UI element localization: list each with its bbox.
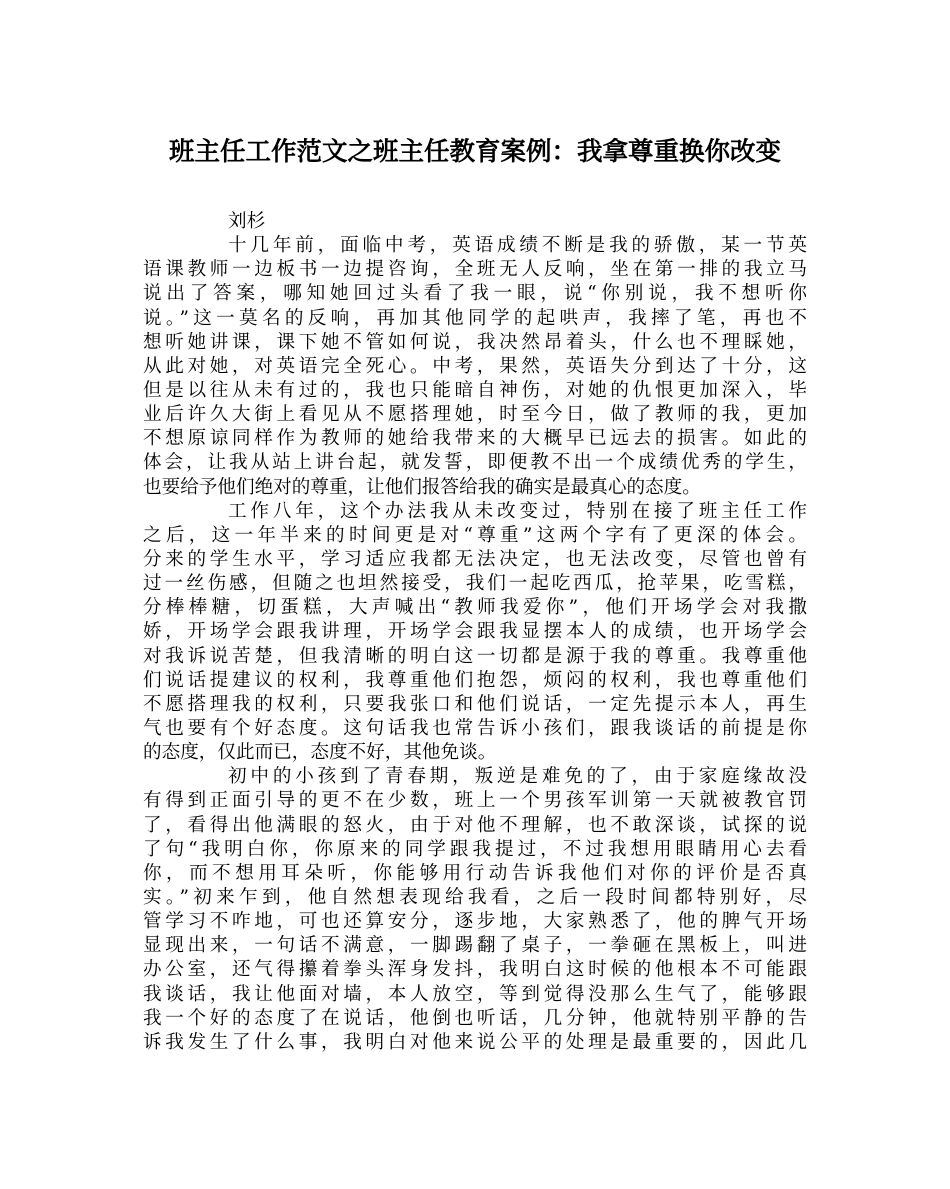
document-title: 班主任工作范文之班主任教育案例：我拿尊重换你改变 <box>168 137 781 167</box>
paragraph-line: 的态度，仅此而已，态度不好，其他免谈。 <box>143 742 497 764</box>
paragraph-line: 有得到正面引导的更不在少数，班上一个男孩军训第一天就被教官罚 <box>143 790 807 812</box>
paragraph-line: 实。”初来乍到，他自然想表现给我看，之后一段时间都特别好，尽 <box>143 886 807 908</box>
paragraph-line: 分棒棒糖，切蛋糕，大声喊出“教师我爱你”，他们开场学会对我撒 <box>143 597 807 619</box>
author-line: 刘杉 <box>228 211 266 232</box>
paragraph-line: 们说话提建议的权利，我尊重他们抱怨，烦闷的权利，我也尊重他们 <box>143 669 807 691</box>
document-body <box>143 210 807 1055</box>
paragraph-line: 体会，让我从站上讲台起，就发誓，即便教不出一个成绩优秀的学生， <box>143 452 807 474</box>
paragraph-line: 分来的学生水平，学习适应我都无法决定，也无法改变，尽管也曾有 <box>143 548 807 570</box>
paragraph-line: 气也要有个好态度。这句话我也常告诉小孩们，跟我谈话的前提是你 <box>143 717 807 739</box>
paragraph-line: 不想原谅同样作为教师的她给我带来的大概早已远去的损害。如此的 <box>143 428 807 450</box>
paragraph-line: 显现出来，一句话不满意，一脚踢翻了桌子，一拳砸在黑板上，叫进 <box>143 935 807 957</box>
paragraph-line: 工作八年，这个办法我从未改变过，特别在接了班主任工作 <box>228 500 807 522</box>
paragraph-line: 管学习不咋地，可也还算安分，逐步地，大家熟悉了，他的脾气开场 <box>143 911 807 933</box>
paragraph-line: 说。”这一莫名的反响，再加其他同学的起哄声，我摔了笔，再也不 <box>143 307 807 329</box>
paragraph-line: 我一个好的态度了在说话，他倒也听话，几分钟，他就特别平静的告 <box>143 1007 807 1029</box>
paragraph-line: 诉我发生了什么事，我明白对他来说公平的处理是最重要的，因此几 <box>143 1031 807 1053</box>
paragraph-line: 你，而不想用耳朵听，你能够用行动告诉我他们对你的评价是否真 <box>143 862 807 884</box>
paragraph-1 <box>143 234 807 500</box>
paragraph-line: 了句“我明白你，你原来的同学跟我提过，不过我想用眼睛用心去看 <box>143 838 807 860</box>
paragraph-line: 想听她讲课，课下她不管如何说，我决然昂着头，什么也不理睬她， <box>143 331 807 353</box>
paragraph-line: 办公室，还气得攥着拳头浑身发抖，我明白这时候的他根本不可能跟 <box>143 959 807 981</box>
paragraph-line: 了，看得出他满眼的怒火，由于对他不理解，也不敢深谈，试探的说 <box>143 814 807 836</box>
paragraph-line: 对我诉说苦楚，但我清晰的明白这一切都是源于我的尊重。我尊重他 <box>143 645 807 667</box>
paragraph-line: 之后，这一年半来的时间更是对“尊重”这两个字有了更深的体会。 <box>143 524 807 546</box>
paragraph-line: 说出了答案，哪知她回过头看了我一眼，说“你别说，我不想听你 <box>143 283 807 305</box>
paragraph-line: 十几年前，面临中考，英语成绩不断是我的骄傲，某一节英 <box>228 235 807 257</box>
paragraph-2 <box>143 500 807 766</box>
paragraph-line: 业后许久大街上看见从不愿搭理她，时至今日，做了教师的我，更加 <box>143 404 807 426</box>
paragraph-line: 我谈话，我让他面对墙，本人放空，等到觉得没那么生气了，能够跟 <box>143 983 807 1005</box>
paragraph-line: 过一丝伤感，但随之也坦然接受，我们一起吃西瓜，抢苹果，吃雪糕， <box>143 573 807 595</box>
paragraph-line: 语课教师一边板书一边提咨询，全班无人反响，坐在第一排的我立马 <box>143 259 807 281</box>
paragraph-line: 从此对她，对英语完全死心。中考，果然，英语失分到达了十分，这 <box>143 355 807 377</box>
paragraph-3 <box>143 765 807 1055</box>
paragraph-line: 但是以往从未有过的，我也只能暗自神伤，对她的仇恨更加深入，毕 <box>143 379 807 401</box>
paragraph-line: 娇，开场学会跟我讲理，开场学会跟我显摆本人的成绩，也开场学会 <box>143 621 807 643</box>
paragraph-line: 不愿搭理我的权利，只要我张口和他们说话，一定先提示本人，再生 <box>143 693 807 715</box>
paragraph-line: 也要给予他们绝对的尊重，让他们报答给我的确实是最真心的态度。 <box>143 476 701 498</box>
paragraph-line: 初中的小孩到了青春期，叛逆是难免的了，由于家庭缘故没 <box>228 766 807 788</box>
